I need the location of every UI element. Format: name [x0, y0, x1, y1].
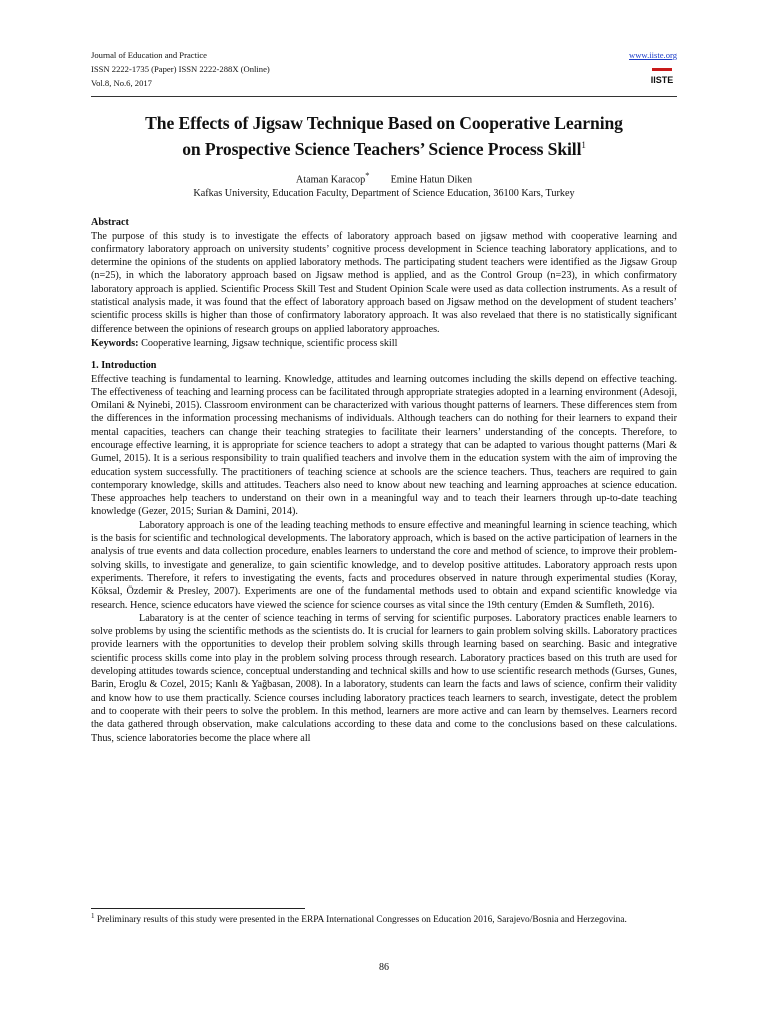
- footnote-rule: [91, 908, 305, 909]
- journal-website-link[interactable]: www.iiste.org: [629, 50, 677, 60]
- article-title: [91, 112, 677, 160]
- author-2: Emine Hatun Diken: [390, 174, 473, 186]
- journal-volume: Vol.8, No.6, 2017: [91, 78, 152, 88]
- introduction-paragraph-1: Effective teaching is fundamental to learning. Knowledge, attitudes and learning outcomes including the skills depend on effective teaching. The effectiveness of teaching and learning process can be facilitated through appropriate strategies adopted in a learning environment (Adesoji, Omilani & Nyinebi, 2015). Classroom environment can be characterized with various thought patterns of learners. These differences stem from the differences in the information processing mechanisms of individuals. Although teachers can do nothing for their learners to expand their mental capacities, teachers can change their teaching strategies to facilitate their learners’ understanding of the concepts. Therefore, to encourage effective learning, it is appropriate for science teachers to adopt a strategy that can be adapted to various thought patterns (Mari & Gumel, 2015). It is a serious responsibility to train qualified teachers and involve them in the education system with the aim of improving the education system successfully. The practitioners of teaching science at schools are the science teachers. Thus, teachers are required to gain contemporary knowledge, skills and attitudes. Teachers also need to know about new teaching and learning approaches at science education. These approaches help teachers to understand on their own in a meaningful way and to teach their learners through up-to-date teaching knowledge (Gezer, 2015; Surian & Damini, 2014).: [91, 373, 677, 518]
- title-footnote-mark: 1: [581, 140, 586, 150]
- title-line-2: on Prospective Science Teachers’ Science Process Skill$^1$: [182, 138, 586, 159]
- journal-name: Journal of Education and Practice: [91, 50, 207, 60]
- title-line-1: The Effects of Jigsaw Technique Based on Cooperative Learning: [145, 113, 623, 133]
- author-1: Ataman Karacop: [295, 174, 366, 186]
- iiste-logo-text: IISTE: [650, 75, 674, 85]
- abstract-heading: Abstract: [91, 217, 129, 229]
- abstract-text: The purpose of this study is to investigate the effects of laboratory approach based on jigsaw method with cooperative learning and confirmatory laboratory approach on university students’ cognitive process development in Science teaching laboratory applications, and to determine the opinions of the students on applied laboratory methods. The participating student teachers were identified as the Jigsaw Group (n=25), in which the laboratory approach based on Jigsaw method is applied, and as the Control Group (n=23), in which confirmatory laboratory approach is applied. Scientific Process Skill Test and Student Opinion Scale were used as data collection instruments. As a result of statistical analysis made, it was found that the effect of laboratory approach based on Jigsaw method on the development of student teachers’ scientific process skills is higher than those of confirmatory laboratory approach. It was also revelaed that there is no statistically significant difference between the opinions of research groups on applied laboratory approaches.: [91, 230, 677, 335]
- footnote: [91, 910, 677, 927]
- iiste-logo: [649, 64, 675, 90]
- page-number: 86: [379, 962, 389, 973]
- keywords-list: Cooperative learning, Jigsaw technique, scientific process skill: [141, 337, 398, 349]
- footnote-text: Preliminary results of this study were presented in the ERPA International Congresses on Education 2016, Sarajevo/Bosnia and Herzegovina.: [96, 915, 627, 926]
- authors: [91, 169, 677, 186]
- page-content: [91, 48, 677, 745]
- keywords: [91, 337, 677, 350]
- introduction-heading: 1. Introduction: [91, 360, 157, 372]
- affiliation: Kafkas University, Education Faculty, Department of Science Education, 36100 Kars, Turkey: [193, 188, 575, 200]
- footnote-mark: 1: [91, 912, 95, 920]
- introduction-paragraph-3: Labaratory is at the center of science teaching in terms of serving for scientific purposes. Laboratory practices enable learners to solve problems by using the scientific methods as the scientists do. It is crucial for learners to gain problem solving skills. Laboratory practices provide learners with the opportunities to develop their problem solving skills through learning based on searching. Basic and integrative scientific process skills come into play in the problem solving process through research. Laboratory practices based on this truth are used for developing attitudes towards science, conceptual understanding and technical skills and how to use scientific research methods (Gurses, Gunes, Barin, Eroglu & Cozel, 2015; Kanlı & Yağbasan, 2008). In a laboratory, students can learn the facts and laws of science, confirm their validity and know how to use them practically. Science courses including laboratory practices teach learners to search, investigate, detect the problem and to cooperate with their peers to solve the problem. In this method, learners are more active and can learn by themselves. Learners record the data gathered through observation, make calculations according to these data and come to the conclusions based on these calculations. Thus, science laboratories become the place where all: [91, 612, 677, 744]
- header-rule: [91, 96, 677, 97]
- journal-issn: ISSN 2222-1735 (Paper) ISSN 2222-288X (Online): [91, 64, 270, 74]
- corresponding-author-mark: *: [365, 169, 370, 180]
- journal-info: [91, 48, 677, 90]
- journal-header: [91, 48, 677, 96]
- introduction-paragraph-2: Laboratory approach is one of the leading teaching methods to ensure effective and meaningful learning in science teaching, which is the basis for scientific and technological developments. The laboratory approach, which is based on the active participation of learners in the analysis of true events and data collection procedure, enables learners to understand the core and method of science, to improve their problem-solving skills, to investigate and generalize, to gain scientific knowledge, and to develop positive attitudes. Laboratory approach rests upon experiments. Therefore, it refers to investigating the events, facts and procedures observed in nature through experimental studies (Koray, Köksal, Özdemir & Presley, 2007). Experiments are one of the fundamental methods used to obtain and expand scientific knowledge via research. Hence, science educators have viewed the science for science courses as vital since the 19th century (Emden & Sumfleth, 2016).: [91, 519, 677, 611]
- keywords-label: Keywords:: [91, 337, 139, 349]
